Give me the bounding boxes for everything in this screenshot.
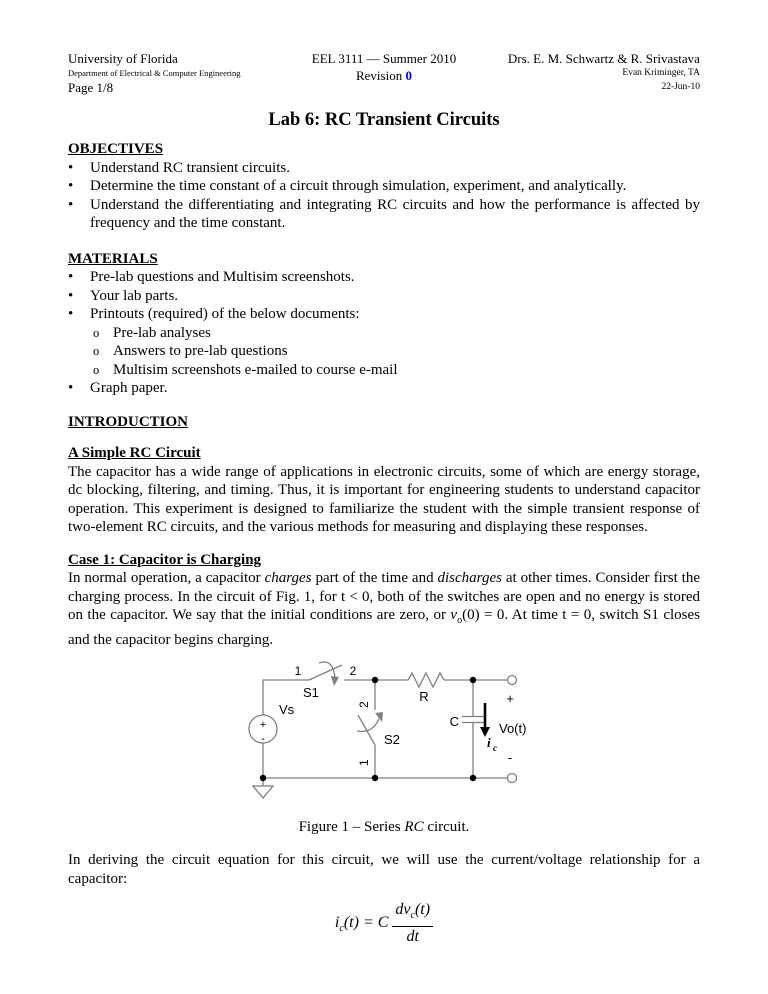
bullet-icon: • bbox=[68, 159, 74, 176]
caption-text: circuit. bbox=[423, 818, 470, 835]
objective-text: Understand the differentiating and integrating RC circuits and how the performance is affected by frequency and the time constant. bbox=[90, 196, 700, 231]
material-item bbox=[68, 305, 700, 324]
output-minus-sign: - bbox=[507, 750, 513, 765]
s1-arrowhead-icon bbox=[331, 676, 339, 686]
revision-label: Revision bbox=[355, 68, 406, 83]
bullet-icon: • bbox=[68, 269, 74, 285]
node-dot bbox=[260, 775, 266, 781]
switch-s1-arc bbox=[319, 662, 335, 678]
derivation-paragraph: In deriving the circuit equation for this circuit, we will use the current/voltage relationship for a capacitor: bbox=[68, 852, 700, 887]
ta-text: Evan Kriminger, TA bbox=[622, 68, 700, 78]
institution-text: University of Florida bbox=[68, 51, 178, 66]
ic-label: i bbox=[487, 735, 491, 750]
bullet-icon: • bbox=[68, 306, 74, 322]
objective-text: Determine the time constant of a circuit through simulation, experiment, and analytically. bbox=[90, 178, 627, 194]
material-subtext: Multisim screenshots e-mailed to course e-mail bbox=[113, 361, 398, 378]
s1-pin2-label: 2 bbox=[349, 664, 357, 678]
lab-title: Lab 6: RC Transient Circuits bbox=[268, 110, 500, 130]
header-right bbox=[479, 50, 700, 96]
page-number-text: Page 1/8 bbox=[68, 80, 114, 95]
ic-subscript: c bbox=[493, 743, 497, 753]
simple-rc-paragraph: The capacitor has a wide range of applications in electronic circuits, some of which are energy storage, dc blocking, filtering, and timing. Thus, it is important for engineering students to understand capacitor operation. This experiment is designed to familiarize the student with the simple transient response of two-element RC circuits, and the various methods for measuring and displaying these responses. bbox=[68, 463, 700, 535]
revision-number: 0 bbox=[405, 68, 412, 83]
header-left bbox=[68, 50, 289, 96]
vo-label: Vo(t) bbox=[499, 721, 527, 736]
text-run: In normal operation, a capacitor bbox=[68, 570, 265, 586]
eq-equals: = bbox=[358, 913, 378, 931]
case1-heading: Case 1: Capacitor is Charging bbox=[68, 551, 262, 568]
sub-bullet-icon: o bbox=[93, 362, 100, 377]
eq-lhs bbox=[334, 913, 359, 934]
material-text: Graph paper. bbox=[90, 380, 168, 396]
sub-bullet-icon: o bbox=[93, 325, 100, 340]
var-v-subscript: o bbox=[457, 615, 463, 626]
eq-num-sub: c bbox=[410, 910, 415, 922]
s2-pin2-label: 2 bbox=[357, 701, 371, 708]
objectives-heading: OBJECTIVES bbox=[68, 141, 164, 157]
var-v: v bbox=[450, 607, 458, 623]
course-term-text: EEL 3111 — Summer 2010 bbox=[311, 51, 457, 66]
output-terminal-bottom bbox=[508, 774, 517, 783]
s2-arrowhead-icon bbox=[375, 712, 383, 722]
objective-item bbox=[68, 177, 700, 196]
instructors-text: Drs. E. M. Schwartz & R. Srivastava bbox=[507, 51, 700, 66]
wire-bottom bbox=[263, 743, 508, 778]
text-run: (0) = 0. At time t = 0, switch S1 closes and the capacitor begins charging. bbox=[68, 607, 700, 648]
resistor-label: R bbox=[419, 689, 429, 704]
capacitor-iv-equation bbox=[68, 900, 700, 946]
header-center bbox=[289, 50, 479, 96]
text-run: part of the time and bbox=[311, 570, 438, 586]
simple-rc-heading: A Simple RC Circuit bbox=[68, 445, 201, 461]
objective-text: Understand RC transient circuits. bbox=[90, 159, 290, 176]
eq-numerator bbox=[392, 900, 433, 927]
output-plus-sign: + bbox=[506, 691, 514, 706]
bullet-icon: • bbox=[68, 380, 74, 396]
material-item bbox=[68, 379, 700, 398]
objective-item bbox=[68, 159, 700, 178]
vs-label: Vs bbox=[279, 702, 295, 717]
eq-var-i: i bbox=[334, 913, 340, 931]
italic-discharges: discharges bbox=[437, 570, 502, 586]
bullet-icon: • bbox=[68, 287, 74, 304]
s2-label: S2 bbox=[384, 732, 400, 747]
material-subtext: Answers to pre-lab questions bbox=[113, 343, 288, 359]
revision-line bbox=[289, 67, 479, 84]
switch-s2-blade bbox=[358, 715, 375, 745]
eq-denominator: dt bbox=[406, 928, 419, 946]
department-text: Department of Electrical & Computer Engineering bbox=[68, 68, 241, 78]
node-dot bbox=[372, 775, 378, 781]
eq-sub-c: c bbox=[339, 922, 344, 934]
italic-charges: charges bbox=[264, 570, 312, 586]
material-text: Your lab parts. bbox=[90, 287, 179, 304]
date-text: 22-Jun-10 bbox=[661, 82, 700, 92]
rc-circuit-diagram bbox=[234, 658, 534, 810]
materials-list bbox=[68, 268, 700, 398]
objective-item bbox=[68, 196, 700, 233]
eq-num-args: (t) bbox=[414, 901, 431, 918]
s1-pin1-label: 1 bbox=[294, 664, 302, 678]
node-dot bbox=[372, 677, 378, 683]
bullet-icon: • bbox=[68, 196, 74, 213]
eq-coefficient: C bbox=[377, 913, 389, 931]
resistor bbox=[408, 673, 444, 687]
introduction-heading: INTRODUCTION bbox=[68, 413, 189, 430]
switch-s2-arc bbox=[357, 719, 379, 732]
material-subitem bbox=[93, 361, 700, 380]
bullet-icon: • bbox=[68, 178, 74, 194]
eq-num-dv: dv bbox=[395, 901, 411, 918]
sub-bullet-icon: o bbox=[93, 344, 100, 358]
figure-caption bbox=[68, 818, 700, 837]
case1-paragraph bbox=[68, 569, 700, 649]
caption-italic-rc: RC bbox=[404, 818, 424, 835]
materials-heading: MATERIALS bbox=[68, 250, 158, 267]
source-plus-sign: + bbox=[259, 719, 267, 731]
material-subtext: Pre-lab analyses bbox=[113, 324, 211, 341]
document-header bbox=[68, 50, 700, 96]
material-subitem bbox=[93, 324, 700, 343]
caption-text: Figure 1 – Series bbox=[298, 818, 405, 835]
source-minus-sign: - bbox=[261, 733, 265, 745]
s2-pin1-label: 1 bbox=[357, 759, 371, 766]
eq-fraction bbox=[392, 900, 433, 946]
material-item bbox=[68, 287, 700, 306]
material-subitem bbox=[93, 342, 700, 361]
capacitor-label: C bbox=[449, 714, 459, 729]
output-terminal-top bbox=[508, 676, 517, 685]
eq-args: (t) bbox=[343, 913, 359, 931]
objectives-list bbox=[68, 159, 700, 233]
node-dot bbox=[470, 677, 476, 683]
ground-symbol bbox=[253, 786, 273, 798]
figure-1 bbox=[68, 658, 700, 836]
material-item bbox=[68, 268, 700, 287]
s1-label: S1 bbox=[303, 685, 319, 700]
text-run: at other times. Consider first the charging process. In the circuit of Fig. 1, for t < 0, both of the switches are open and no energy is stored on the capacitor. We say that the initial conditions are zero, or bbox=[68, 570, 701, 623]
node-dot bbox=[470, 775, 476, 781]
material-text: Printouts (required) of the below documents: bbox=[90, 306, 360, 322]
material-text: Pre-lab questions and Multisim screenshots. bbox=[90, 269, 355, 285]
